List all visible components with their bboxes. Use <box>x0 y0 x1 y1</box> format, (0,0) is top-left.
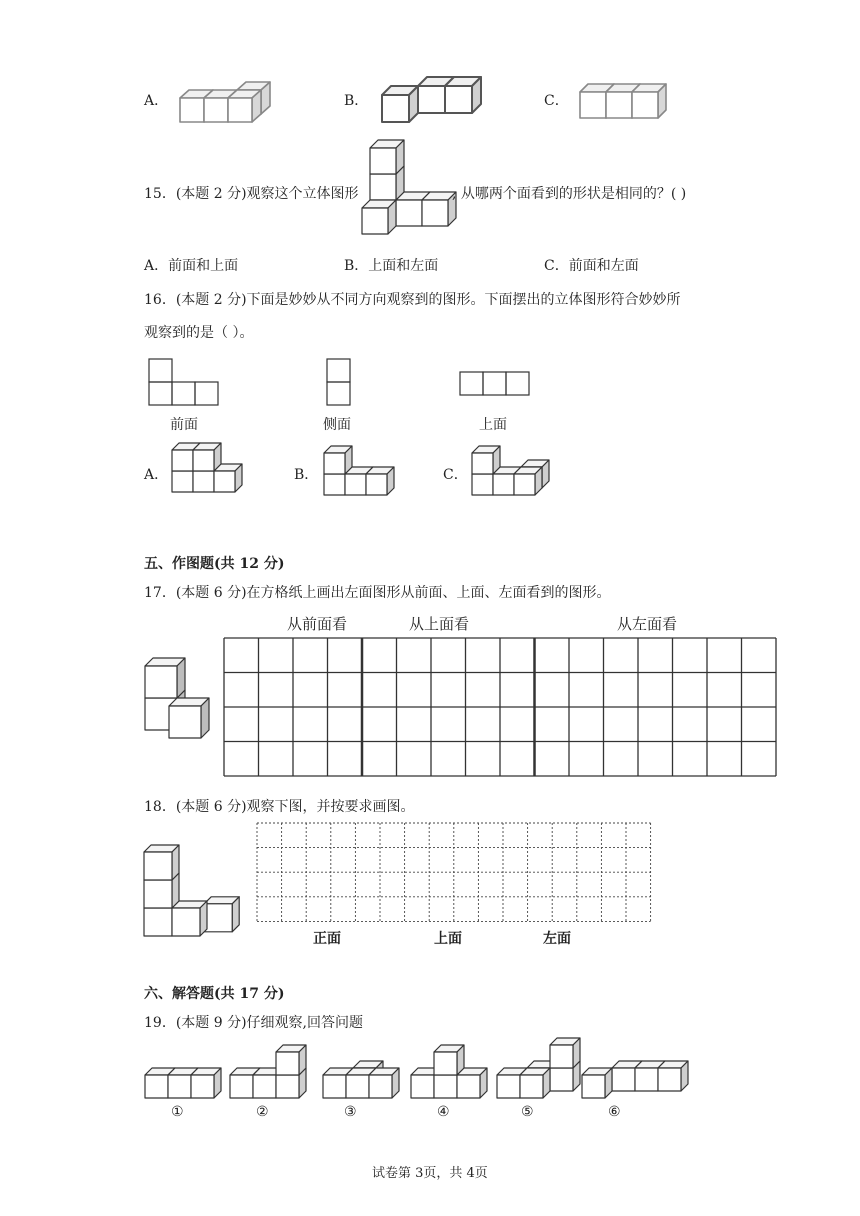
q18-label-left: 左面 <box>543 931 571 947</box>
q19-figure-1 <box>143 1060 223 1100</box>
q19-label-2: ② <box>256 1104 269 1120</box>
q16-option-a-figure <box>170 442 245 497</box>
q17-cube-figure <box>143 656 223 741</box>
q14-option-c-letter: C． <box>544 93 569 109</box>
q17-header-front: 从前面看 <box>287 615 348 633</box>
q15-question-text-end: , 从哪两个面看到的形状是相同的？( ) <box>452 186 687 202</box>
q19-label-1: ① <box>171 1104 184 1120</box>
q17-grid-paper[interactable] <box>223 637 778 779</box>
three-cubes-row-icon <box>578 78 668 120</box>
q16-front-label: 前面 <box>170 417 198 433</box>
q19-label-5: ⑤ <box>521 1104 534 1120</box>
q16-side-view <box>326 358 352 408</box>
q19-question-text: 19．(本题 9 分)仔细观察,回答问题 <box>144 1015 363 1031</box>
q16-option-c-letter: C． <box>443 467 468 483</box>
q19-label-3: ③ <box>344 1104 357 1120</box>
q15-option-a: A．前面和上面 <box>144 258 239 274</box>
q19-figure-2 <box>228 1040 318 1100</box>
q19-label-6: ⑥ <box>608 1104 621 1120</box>
q16-option-c-figure <box>470 443 555 498</box>
q14-option-b-letter: B． <box>344 93 369 109</box>
q15-option-c: C．前面和左面 <box>544 258 639 274</box>
q17-header-left: 从左面看 <box>617 615 678 633</box>
q19-figure-4 <box>409 1042 489 1100</box>
q16-top-view <box>459 371 533 397</box>
page-footer: 试卷第 3页，共 4页 <box>372 1166 488 1181</box>
q16-option-a-letter: A． <box>144 467 169 483</box>
q17-question-text: 17．(本题 6 分)在方格纸上画出左面图形从前面、上面、左面看到的图形。 <box>144 585 611 601</box>
q16-option-b-letter: B． <box>294 467 319 483</box>
q16-option-b-figure <box>322 445 397 500</box>
q18-cube-figure <box>142 832 260 942</box>
q18-label-front: 正面 <box>313 931 341 947</box>
q16-front-view <box>148 358 222 408</box>
q16-question-line1: 16．(本题 2 分)下面是妙妙从不同方向观察到的图形。下面摆出的立体图形符合妙妙所 <box>144 292 681 308</box>
q18-question-text: 18．(本题 6 分)观察下图，并按要求画图。 <box>144 799 415 815</box>
three-cubes-row-step-icon <box>178 82 268 124</box>
q15-question-text: 15．(本题 2 分)观察这个立体图形 <box>144 186 359 202</box>
q19-label-4: ④ <box>437 1104 450 1120</box>
q16-question-line2: 观察到的是（ ）。 <box>144 325 254 341</box>
q19-figure-6 <box>580 1055 670 1100</box>
cubes-stepped-icon <box>380 76 460 126</box>
q16-side-label: 侧面 <box>323 417 351 433</box>
q14-option-a-letter: A． <box>144 93 169 109</box>
q18-dotted-grid-paper[interactable] <box>256 822 654 922</box>
section-6-title: 六、解答题(共 17 分) <box>144 986 285 1002</box>
q16-top-label: 上面 <box>479 417 507 433</box>
q19-figure-5 <box>495 1034 575 1100</box>
q19-figure-3 <box>321 1055 401 1100</box>
q17-header-top: 从上面看 <box>409 615 470 633</box>
section-5-title: 五、作图题(共 12 分) <box>144 556 285 572</box>
q15-option-b: B．上面和左面 <box>344 258 439 274</box>
q18-label-top: 上面 <box>434 931 462 947</box>
l-shaped-cube-figure <box>360 142 460 237</box>
